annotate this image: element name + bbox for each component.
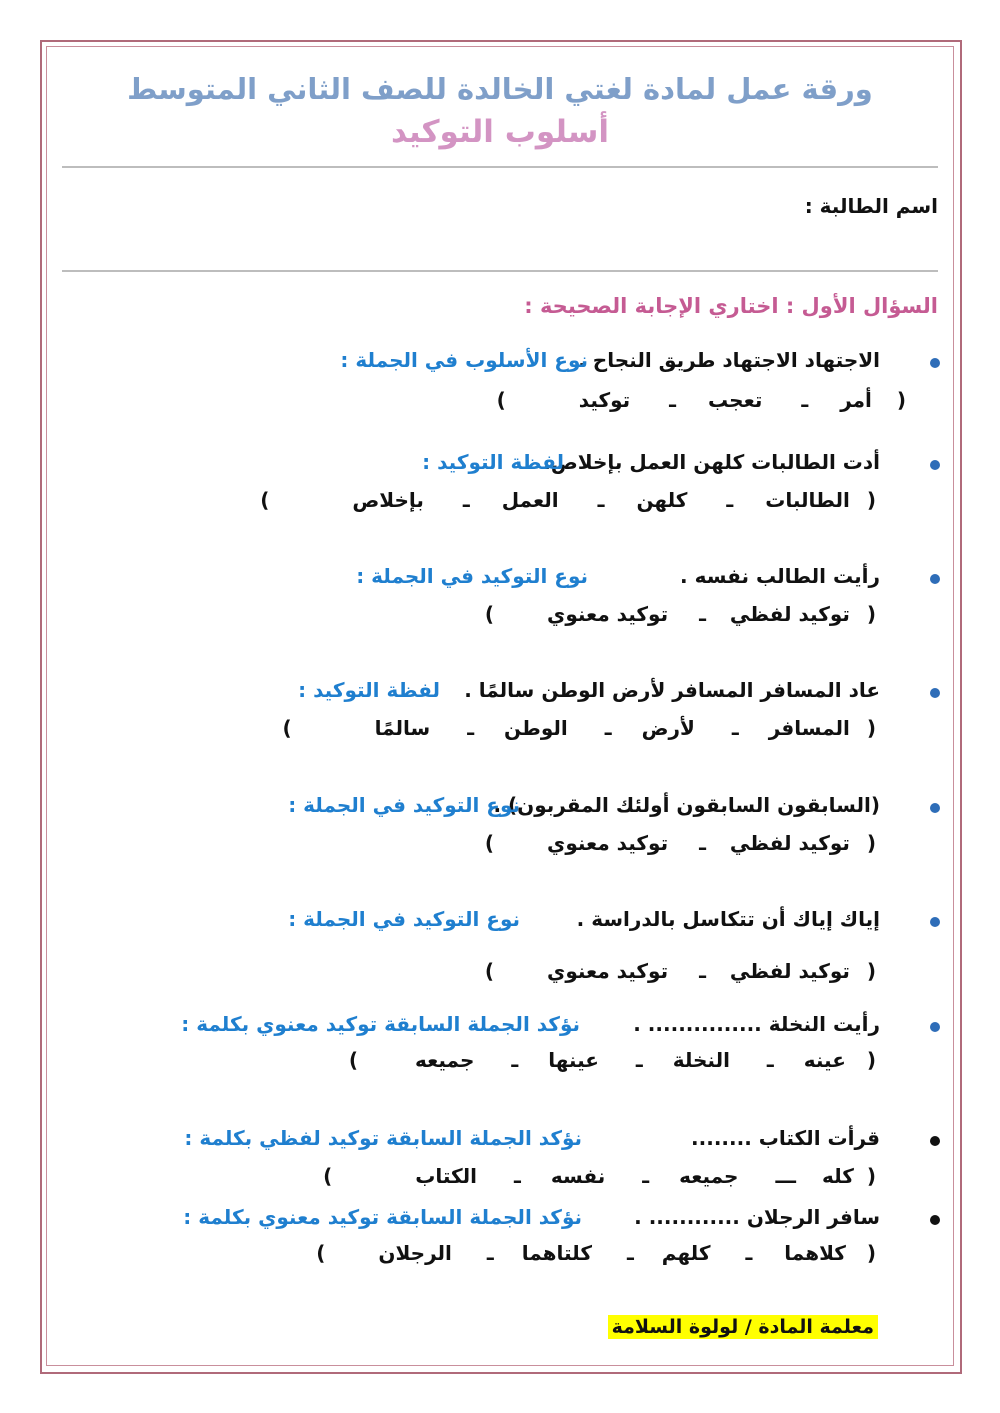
option[interactable]: الطالبات (765, 488, 850, 512)
item-prompt: نوع التوكيد في الجملة : (356, 564, 588, 588)
option[interactable]: عينها (548, 1048, 599, 1072)
bullet-icon (930, 574, 940, 584)
answer-options: ( كلهـــ جميعهـ نفسهـ الكتاب ) (323, 1164, 876, 1188)
item-prompt: نؤكد الجملة السابقة توكيد لفظي بكلمة : (184, 1126, 582, 1150)
option[interactable]: توكيد (578, 388, 631, 412)
question-item (80, 564, 940, 626)
item-prompt: نوع الأسلوب في الجملة : (340, 348, 588, 372)
worksheet-subtitle: أسلوب التوكيد (390, 114, 610, 150)
option[interactable]: نفسه (550, 1164, 606, 1188)
question-item (80, 1205, 940, 1265)
answer-options: ( أمرـ تعجبـ توكيد ) (496, 388, 906, 412)
item-sentence: رأيت النخلة ............... . (633, 1012, 880, 1036)
option[interactable]: كلتاهما (521, 1241, 592, 1265)
item-prompt: نوع التوكيد في الجملة : (288, 907, 520, 931)
item-prompt: لفظة التوكيد : (422, 450, 564, 474)
answer-options: ( الطالباتـ كلهنـ العملـ بإخلاص ) (260, 488, 876, 512)
option[interactable]: توكيد لفظي (729, 831, 850, 855)
option[interactable]: المسافر (768, 716, 850, 740)
option[interactable]: توكيد معنوي (547, 602, 669, 626)
divider-top (62, 166, 938, 168)
worksheet-title: ورقة عمل لمادة لغتي الخالدة للصف الثاني المتوسط (127, 72, 873, 106)
option[interactable]: لأرض (641, 716, 695, 740)
item-sentence: قرأت الكتاب ........ (691, 1126, 880, 1150)
bullet-icon (930, 358, 940, 368)
option[interactable]: عينه (803, 1048, 846, 1072)
question-item (80, 450, 940, 512)
option[interactable]: بإخلاص (352, 488, 424, 512)
item-sentence: الاجتهاد الاجتهاد طريق النجاح . (578, 348, 880, 372)
option[interactable]: النخلة (672, 1048, 730, 1072)
option[interactable]: جميعه (679, 1164, 739, 1188)
item-prompt: لفظة التوكيد : (298, 678, 440, 702)
item-prompt: نؤكد الجملة السابقة توكيد معنوي بكلمة : (181, 1012, 580, 1036)
bullet-icon (930, 803, 940, 813)
option[interactable]: جميعه (414, 1048, 475, 1072)
option[interactable]: سالمًا (374, 716, 431, 740)
bullet-icon (930, 1215, 940, 1225)
answer-options: ( توكيد لفظيـ توكيد معنوي ) (484, 959, 876, 983)
answer-options: ( كلاهماـ كلهمـ كلتاهماـ الرجلان ) (316, 1241, 876, 1265)
item-sentence: أدت الطالبات كلهن العمل بإخلاص. (543, 450, 880, 474)
item-sentence: رأيت الطالب نفسه . (680, 564, 880, 588)
option[interactable]: الكتاب (415, 1164, 478, 1188)
question-item (80, 678, 940, 740)
item-sentence: سافر الرجلان ............ . (634, 1205, 880, 1229)
bullet-icon (930, 688, 940, 698)
option[interactable]: كلهم (661, 1241, 711, 1265)
option[interactable]: كلاهما (784, 1241, 846, 1265)
option[interactable]: كله (821, 1164, 854, 1188)
bullet-icon (930, 917, 940, 927)
option[interactable]: توكيد لفظي (729, 602, 850, 626)
answer-options: ( عينهـ النخلةـ عينهاـ جميعه ) (348, 1048, 876, 1072)
question-item (80, 793, 940, 855)
item-sentence: إياك إياك أن تتكاسل بالدراسة . (576, 907, 880, 931)
item-sentence: عاد المسافر المسافر لأرض الوطن سالمًا . (464, 678, 880, 702)
question-heading: السؤال الأول : اختاري الإجابة الصحيحة : (524, 294, 938, 318)
question-item (80, 907, 940, 983)
option[interactable]: توكيد معنوي (547, 959, 669, 983)
student-name-label: اسم الطالبة : (804, 194, 938, 218)
option[interactable]: توكيد لفظي (729, 959, 850, 983)
option[interactable]: العمل (501, 488, 559, 512)
answer-options: ( توكيد لفظيـ توكيد معنوي ) (484, 831, 876, 855)
item-sentence: (السابقون السابقون أولئك المقربون) . (493, 793, 880, 817)
item-prompt: نؤكد الجملة السابقة توكيد معنوي بكلمة : (183, 1205, 582, 1229)
answer-options: ( توكيد لفظيـ توكيد معنوي ) (484, 602, 876, 626)
item-prompt: نوع التوكيد في الجملة : (288, 793, 520, 817)
question-item (80, 348, 940, 412)
option[interactable]: الوطن (504, 716, 568, 740)
teacher-signature: معلمة المادة / لولوة السلامة (608, 1315, 878, 1339)
option[interactable]: تعجب (708, 388, 763, 412)
option[interactable]: توكيد معنوي (547, 831, 669, 855)
bullet-icon (930, 460, 940, 470)
bullet-icon (930, 1022, 940, 1032)
option[interactable]: الرجلان (378, 1241, 452, 1265)
answer-options: ( المسافرـ لأرضـ الوطنـ سالمًا ) (282, 716, 876, 740)
question-item (80, 1012, 940, 1072)
option[interactable]: أمر (840, 388, 872, 412)
option[interactable]: كلهن (636, 488, 688, 512)
divider-bottom (62, 270, 938, 272)
question-item (80, 1126, 940, 1188)
bullet-icon (930, 1136, 940, 1146)
